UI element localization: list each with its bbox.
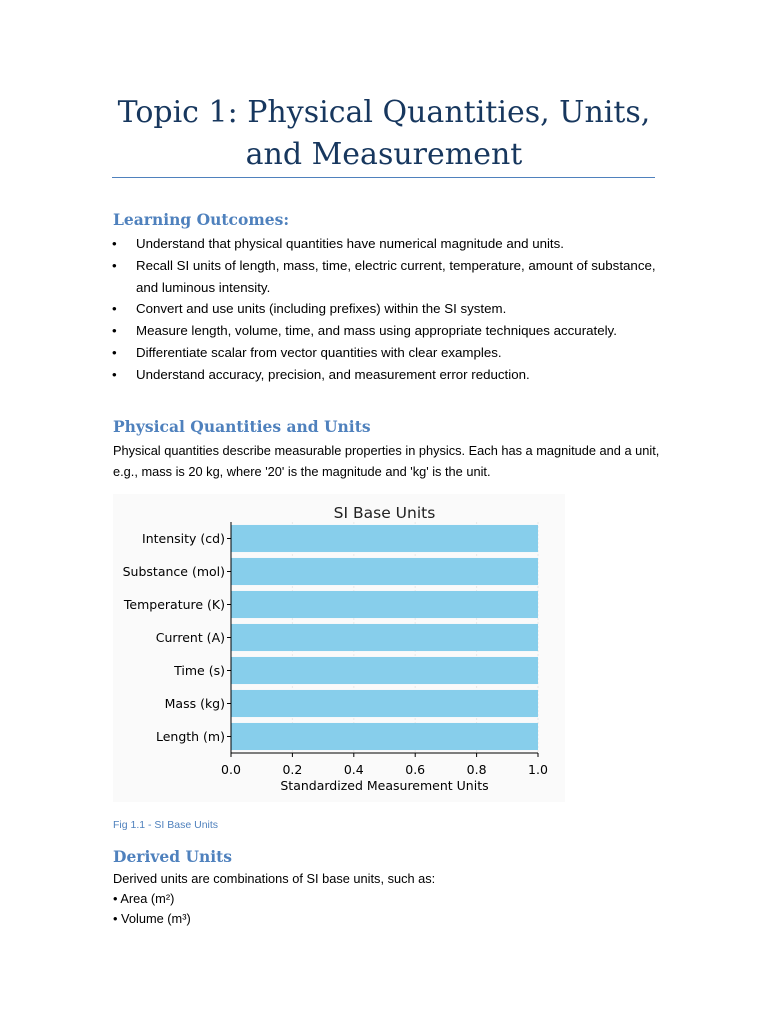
figure-caption: Fig 1.1 - SI Base Units bbox=[113, 819, 219, 831]
list-item: • Understand accuracy, precision, and measurement error reduction. bbox=[112, 364, 672, 386]
bar bbox=[231, 558, 538, 585]
bar bbox=[231, 624, 538, 651]
x-tick-label: 1.0 bbox=[528, 762, 548, 777]
list-item: • Measure length, volume, time, and mass using appropriate techniques accurately. bbox=[112, 320, 672, 342]
physical-quantities-heading: Physical Quantities and Units bbox=[113, 417, 371, 436]
bar bbox=[231, 657, 538, 684]
y-tick-label: Intensity (cd) bbox=[142, 531, 225, 546]
x-axis-label: Standardized Measurement Units bbox=[280, 778, 489, 793]
bullet-icon: • bbox=[112, 366, 117, 382]
y-tick-label: Mass (kg) bbox=[164, 696, 225, 711]
x-tick-label: 0.6 bbox=[405, 762, 426, 777]
chart-svg bbox=[113, 494, 565, 802]
list-item: • Differentiate scalar from vector quantities with clear examples. bbox=[112, 342, 672, 364]
list-item: • Recall SI units of length, mass, time, electric current, temperature, amount of substance, and luminous intensity. bbox=[112, 255, 672, 299]
bullet-icon: • bbox=[112, 323, 117, 339]
derived-units-intro: Derived units are combinations of SI base units, such as: bbox=[113, 871, 436, 886]
list-item: • Convert and use units (including prefixes) within the SI system. bbox=[112, 298, 672, 320]
y-tick-label: Substance (mol) bbox=[122, 564, 225, 579]
bar bbox=[231, 591, 538, 618]
derived-units-heading: Derived Units bbox=[113, 847, 233, 866]
y-tick-label: Temperature (K) bbox=[123, 597, 225, 612]
list-item: • Volume (m³) bbox=[113, 910, 191, 926]
list-item: • Understand that physical quantities have numerical magnitude and units. bbox=[112, 233, 672, 255]
title-divider bbox=[112, 177, 655, 178]
y-tick-label: Length (m) bbox=[155, 729, 225, 744]
bullet-icon: • bbox=[112, 301, 117, 317]
x-tick-label: 0.2 bbox=[282, 762, 303, 777]
y-tick-label: Current (A) bbox=[155, 630, 225, 645]
learning-outcomes-heading: Learning Outcomes: bbox=[113, 210, 290, 229]
si-base-units-chart bbox=[113, 494, 565, 802]
list-item: • Area (m²) bbox=[113, 891, 175, 906]
learning-outcomes-list bbox=[112, 233, 672, 386]
bullet-icon: • bbox=[112, 236, 117, 251]
x-tick-label: 0.4 bbox=[343, 762, 364, 777]
bar bbox=[231, 723, 538, 750]
bar bbox=[231, 690, 538, 717]
bullet-icon: • bbox=[112, 344, 117, 360]
x-tick-label: 0.8 bbox=[466, 762, 487, 777]
bullet-icon: • bbox=[112, 257, 117, 273]
page-title: Topic 1: Physical Quantities, Units, and Measurement bbox=[117, 95, 651, 172]
bar bbox=[231, 525, 538, 552]
physical-quantities-paragraph: Physical quantities describe measurable properties in physics. Each has a magnitude and a unit, e.g., mass is 20 kg, where '20' is the magnitude and 'kg' is the unit. bbox=[113, 443, 660, 479]
x-tick-label: 0.0 bbox=[221, 762, 241, 777]
y-tick-label: Time (s) bbox=[174, 663, 225, 678]
derived-units-list bbox=[113, 889, 191, 928]
chart-title: SI Base Units bbox=[333, 504, 436, 522]
